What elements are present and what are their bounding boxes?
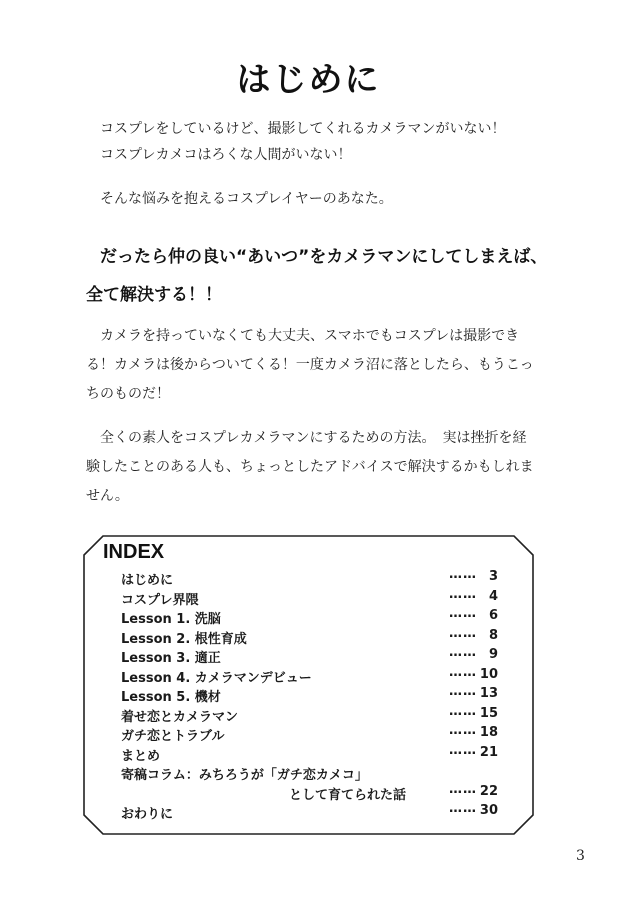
toc-entry — [83, 742, 534, 765]
toc-leader: …… — [449, 625, 477, 641]
intro-line-1: コスプレをしているけど、撮影してくれるカメラマンがいない！ — [100, 121, 506, 137]
emphasis-line-2: 全て解決する！！ — [86, 285, 222, 305]
toc-leader: …… — [449, 781, 477, 797]
worry-paragraph — [86, 186, 546, 212]
body-paragraph-1 — [86, 322, 546, 409]
toc-page: 6 — [488, 608, 498, 623]
toc-leader: …… — [449, 703, 477, 719]
toc-page: 13 — [479, 686, 498, 701]
toc-leader: …… — [449, 606, 477, 621]
intro-paragraph — [86, 116, 546, 168]
index-heading: INDEX — [103, 541, 165, 563]
toc-leader: …… — [449, 645, 477, 660]
toc-page: 21 — [479, 744, 498, 760]
toc-label: Lesson 3. 適正 — [121, 651, 221, 666]
page-number: 3 — [576, 848, 585, 864]
toc-page: 8 — [488, 627, 498, 643]
toc-label: ガチ恋とトラブル — [121, 729, 225, 744]
toc-page: 30 — [479, 803, 498, 818]
toc-label: Lesson 1. 洗脳 — [121, 612, 221, 627]
index-box — [83, 535, 534, 835]
toc-page: 10 — [479, 666, 498, 682]
toc-page: 22 — [479, 783, 498, 799]
toc-entry — [83, 803, 534, 823]
toc-leader: …… — [449, 723, 477, 738]
body2-line-2: 験したことのある人も、ちょっとしたアドバイスで解決するかもしれま — [86, 459, 534, 475]
emphasis-paragraph — [86, 238, 556, 314]
toc-label: 着せ恋とカメラマン — [121, 709, 239, 725]
toc-label: Lesson 4. カメラマンデビュー — [121, 670, 312, 686]
page-title: はじめに — [236, 60, 381, 100]
toc-label: Lesson 2. 根性育成 — [121, 631, 247, 647]
toc-list — [83, 569, 534, 823]
toc-label: はじめに — [121, 573, 174, 588]
body1-line-3: ちのものだ！ — [86, 386, 170, 402]
toc-page: 9 — [488, 647, 498, 662]
toc-label: Lesson 5. 機材 — [121, 690, 221, 705]
toc-label: として育てられた話 — [289, 787, 407, 803]
toc-label: おわりに — [121, 807, 174, 822]
body2-line-3: せん。 — [86, 488, 129, 504]
toc-leader: …… — [449, 567, 477, 582]
toc-label: まとめ — [121, 748, 161, 764]
toc-leader: …… — [449, 801, 477, 816]
toc-leader: …… — [449, 664, 477, 680]
toc-label: 寄稿コラム：みちろうが「ガチ恋カメコ」 — [121, 768, 368, 783]
body1-line-2: る！カメラは後からついてくる！一度カメラ沼に落としたら、もうこっ — [86, 357, 534, 373]
body2-line-1: 全くの素人をコスプレカメラマンにするための方法。 実は挫折を経 — [100, 430, 527, 446]
toc-page: 15 — [479, 705, 498, 721]
toc-leader: …… — [449, 586, 477, 602]
toc-page: 3 — [488, 569, 498, 584]
intro-line-2: コスプレカメコはろくな人間がいない！ — [100, 147, 352, 163]
emphasis-line-1: だったら仲の良い“あいつ”をカメラマンにしてしまえば、 — [100, 247, 548, 267]
toc-label: コスプレ界隈 — [121, 592, 199, 608]
toc-page: 4 — [488, 588, 498, 604]
toc-leader: …… — [449, 742, 477, 758]
body-paragraph-2 — [86, 424, 546, 511]
toc-page: 18 — [479, 725, 498, 740]
worry-line: そんな悩みを抱えるコスプレイヤーのあなた。 — [100, 191, 393, 207]
body1-line-1: カメラを持っていなくても大丈夫、スマホでもコスプレは撮影でき — [100, 328, 520, 344]
toc-leader: …… — [449, 684, 477, 699]
